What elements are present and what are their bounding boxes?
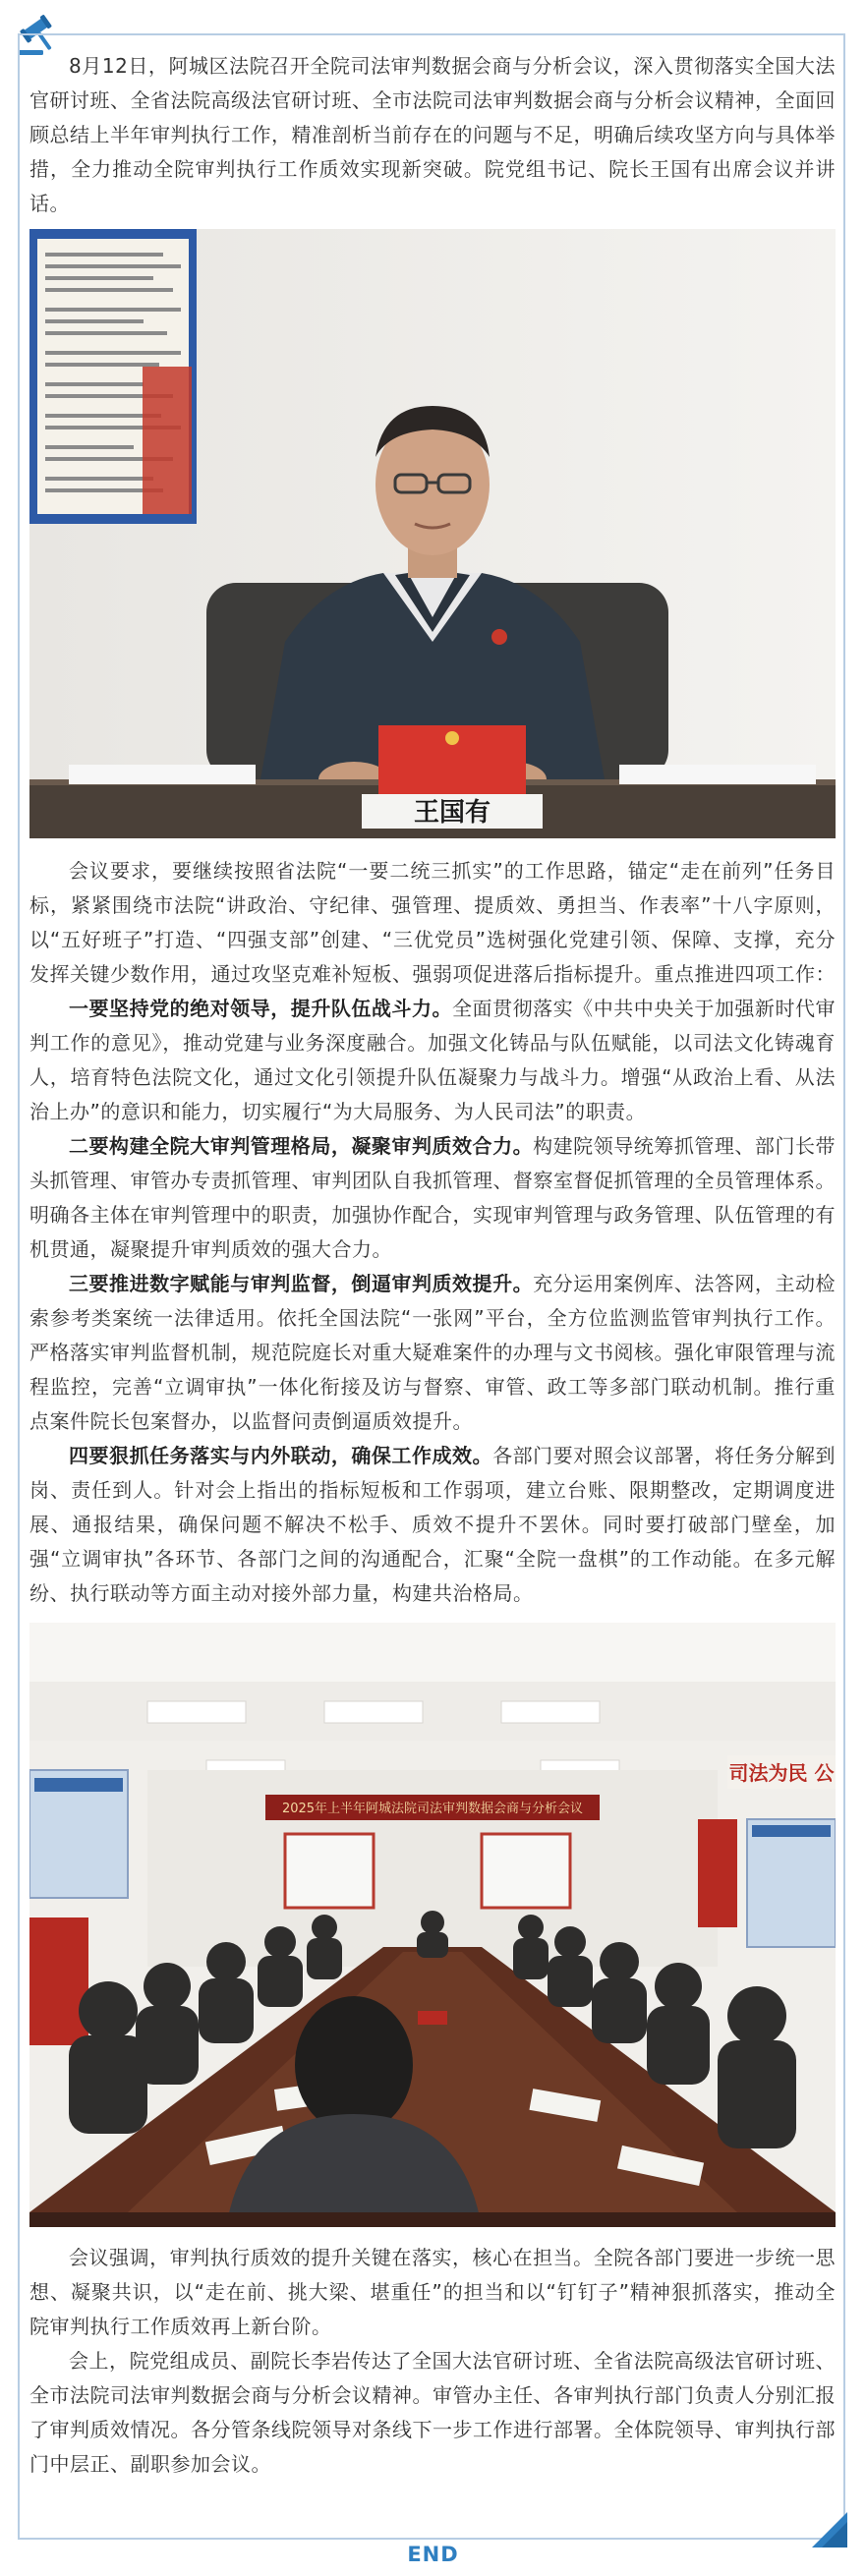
nameplate-text: 王国有 bbox=[413, 798, 491, 828]
point-four-body: 各部门要对照会议部署，将任务分解到岗、责任到人。针对会上指出的指标短板和工作弱项，建立台账、限期整改，定期调度进展、通报结果，确保问题不解决不松手、质效不提升不罢休。同时要打破部门壁垒，加强“立调审执”各环节、各部门之间的沟通配合，汇聚“全院一盘棋”的工作动能。在多元解纷、执行联动等方面主动对接外部力量，构建共治格局。 bbox=[29, 1444, 837, 1605]
speaker-photo bbox=[29, 229, 836, 838]
point-three bbox=[29, 1267, 836, 1439]
closing-paragraph: 会上，院党组成员、副院长李岩传达了全国大法官研讨班、全省法院高级法官研讨班、全市法院司法审判数据会商与分析会议精神。审管办主任、各审判执行部门负责人分别汇报了审判质效情况。各分管条线院领导对条线下一步工作进行部署。全体院领导、审判执行部门中层正、副职参加会议。 bbox=[29, 2349, 836, 2476]
point-three-title: 三要推进数字赋能与审判监督，倒逼审判质效提升。 bbox=[69, 1272, 534, 1295]
wall-slogan-text: 司法为民 公 bbox=[728, 1761, 835, 1785]
point-one-title: 一要坚持党的绝对领导，提升队伍战斗力。 bbox=[69, 997, 453, 1020]
point-one-body: 全面贯彻落实《中共中央关于加强新时代审判工作的意见》，推动党建与业务深度融合。加强文化铸品与队伍赋能，以司法文化铸魂育人，培育特色法院文化，通过文化引领提升队伍凝聚力与战斗力。增强“从政治上看、从法治上办”的意识和能力，切实履行“为大局服务、为人民司法”的职责。 bbox=[29, 997, 837, 1123]
point-three-body: 充分运用案例库、法答网，主动检索参考类案统一法律适用。依托全国法院“一张网”平台，全方位监测监管审判执行工作。严格落实审判监督机制，规范院庭长对重大疑难案件的办理与文书阅核。强化审限管理与流程监控，完善“立调审执”一体化衔接及访与督察、审管、政工等多部门联动机制。推行重点案件院长包案督办，以监督问责倒逼质效提升。 bbox=[29, 1272, 837, 1433]
point-two-body: 构建院领导统筹抓管理、部门长带头抓管理、审管办专责抓管理、审判团队自我抓管理、督察室督促抓管理的全员管理体系。明确各主体在审判管理中的职责，加强协作配合，实现审判管理与政务管理、队伍管理的有机贯通，凝聚提升审判质效的强大合力。 bbox=[29, 1134, 837, 1261]
meeting-photo bbox=[29, 1623, 836, 2227]
requirements-paragraph: 会议要求，要继续按照省法院“一要二统三抓实”的工作思路，锚定“走在前列”任务目标，紧紧围绕市法院“讲政治、守纪律、强管理、提质效、勇担当、作表率”十八字原则，以“五好班子”打造、“四强支部”创建、“三优党员”选树强化党建引领、保障、支撑，充分发挥关键少数作用，通过攻坚克难补短板、强弱项促进落后指标提升。重点推进四项工作： bbox=[29, 859, 836, 986]
point-two-title: 二要构建全院大审判管理格局，凝聚审判质效合力。 bbox=[69, 1134, 534, 1158]
intro-paragraph: 8月12日，阿城区法院召开全院司法审判数据会商与分析会议，深入贯彻落实全国大法官研讨班、全省法院高级法官研讨班、全市法院司法审判数据会商与分析会议精神，全面回顾总结上半年审判执行工作，精准剖析当前存在的问题与不足，明确后续攻坚方向与具体举措，全力推动全院审判执行工作质效实现新突破。院党组书记、院长王国有出席会议并讲话。 bbox=[29, 54, 836, 215]
emphasis-paragraph: 会议强调，审判执行质效的提升关键在落实，核心在担当。全院各部门要进一步统一思想、凝聚共识，以“走在前、挑大梁、堪重任”的担当和以“钉钉子”精神狠抓落实，推动全院审判执行工作质效再上新台阶。 bbox=[29, 2246, 836, 2338]
meeting-banner-text: 2025年上半年阿城法院司法审判数据会商与分析会议 bbox=[281, 1802, 584, 1816]
point-one bbox=[29, 992, 836, 1129]
point-four bbox=[29, 1439, 836, 1611]
point-two bbox=[29, 1129, 836, 1267]
point-four-title: 四要狠抓任务落实与内外联动，确保工作成效。 bbox=[69, 1444, 493, 1467]
end-mark: END bbox=[407, 2543, 459, 2566]
article-body bbox=[29, 49, 836, 2482]
